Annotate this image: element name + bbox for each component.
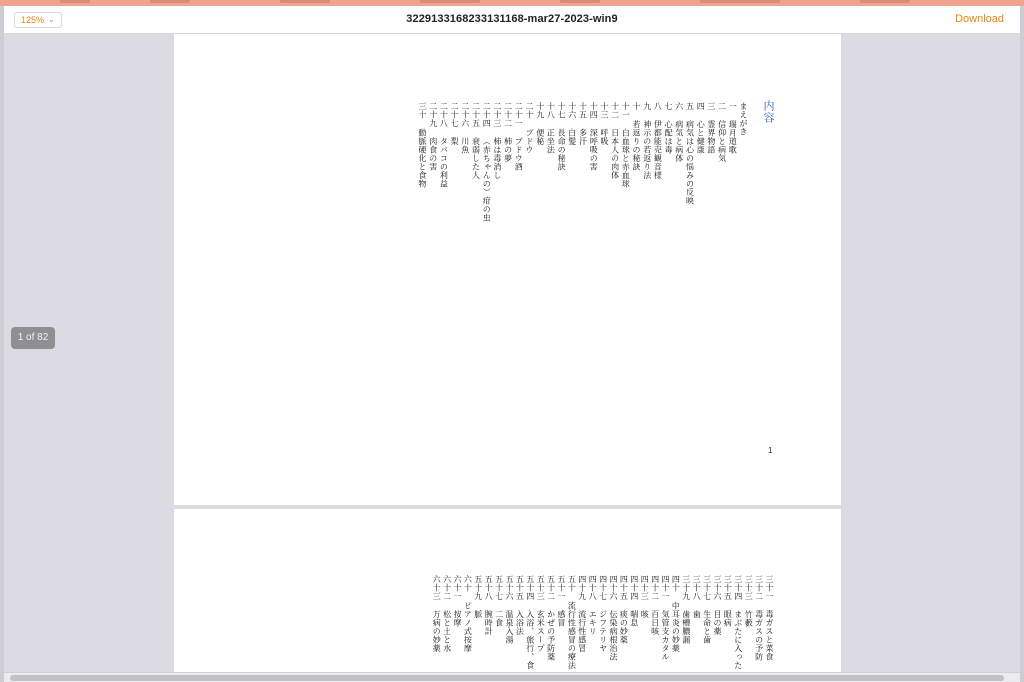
toc-entry: 二十三 柿は毒消し	[492, 102, 502, 180]
toc-entry: 二十七 梨	[450, 102, 460, 146]
toc-entry: 八 伊都能売観音様	[653, 102, 663, 180]
toc-entry: 四十一 気管支カタル	[661, 575, 670, 661]
toc-entry: 三十五 眼病	[723, 575, 733, 627]
toc-entry: 五 病気は心の悩みの反映	[685, 102, 695, 205]
toc-entry: 五十四 入浴、旅行、食	[525, 575, 535, 670]
toc-entry: 十二 日本人の肉体	[610, 102, 620, 180]
page-indicator: 1 of 82	[11, 327, 55, 349]
toc-entry: 十六 白髪	[567, 102, 577, 146]
scrollbar-thumb[interactable]	[10, 675, 1004, 681]
toc-entry: 四十七 ジフテリヤ	[598, 575, 608, 653]
toc-entry: 三十一 毒ガスと菜食	[765, 575, 774, 661]
toc-entry: 二十二 柿の夢	[503, 102, 513, 163]
toc-entry: 三十七 生命と歯	[702, 575, 712, 644]
toc-entry: 四十 中耳炎の妙薬	[671, 575, 681, 653]
toc-entry: 六十二 松と土と水	[442, 575, 452, 653]
toc-entry: 二十八 タバコの利益	[439, 102, 449, 188]
toc-entry: 三十三 竹藪	[744, 575, 754, 627]
toc-entry: 二 信仰と病気	[717, 102, 727, 163]
toc-entry: 六 病気と病体	[674, 102, 684, 163]
download-button[interactable]: Download	[955, 13, 1004, 25]
toc-entry: 二十 ブドウ	[525, 102, 534, 154]
toc-entry: 十 若返りの秘訣	[632, 102, 641, 171]
toc-entry: 五十五 入浴法	[515, 575, 525, 636]
window-right-border	[1020, 6, 1024, 682]
toc-entry: 五十九 脈	[473, 575, 483, 619]
toc-entry: 三十 動脈硬化と食物	[418, 102, 427, 188]
toc-entry: 四十八 エキリ	[588, 575, 598, 636]
horizontal-scrollbar[interactable]	[4, 672, 1020, 682]
toc-entry: 三十九 歯槽膿漏	[681, 575, 691, 644]
toc-entry: 四十九 流行性感冒	[577, 575, 587, 653]
toc-entry: 五十七 二食	[494, 575, 504, 627]
toc-entry: 十四 深呼吸の害	[589, 102, 599, 171]
toc-entry: 五十八 腕時計	[484, 575, 494, 636]
chevron-down-icon: ⌄	[48, 15, 55, 24]
pdf-page-2	[174, 509, 841, 672]
page-number: 1	[768, 446, 773, 455]
toc-entry: 四十六 伝染病根治法	[609, 575, 618, 661]
toc-entry: 三十四 まぶたに入った	[733, 575, 743, 670]
toc-entry: 十三 呼吸	[599, 102, 609, 146]
zoom-value: 125%	[21, 15, 45, 25]
toc-entry: 十九 便秘	[535, 102, 545, 146]
toc-heading: 内容	[762, 100, 775, 124]
toc-entry: 三 霊界物語	[706, 102, 716, 154]
toc-entry: 七 心配は毒	[664, 102, 674, 154]
toc-entry: 五十六 温泉入湯	[505, 575, 514, 644]
pdf-page-1	[174, 34, 841, 505]
toc-entry: 四 心と健康	[696, 102, 706, 154]
toc-entry: まえがき	[739, 102, 748, 136]
toc-entry: 六十 ピアノ式按摩	[463, 575, 473, 653]
toc-entry: 五十一 感冒	[557, 575, 566, 627]
toc-entry: 一 瑞月道歌	[728, 102, 738, 154]
toc-entry: 三十二 毒ガスの予防	[754, 575, 764, 661]
toc-entry: 四十四 喘息	[629, 575, 639, 627]
document-viewer[interactable]	[4, 34, 1020, 672]
document-title: 3229133168233131168-mar27-2023-win9	[406, 13, 618, 25]
toc-entry: 五十 流行性感冒の療法	[567, 575, 577, 670]
toc-entry: 四十二 百日咳	[650, 575, 660, 636]
toc-entry: 二十六 川魚	[460, 102, 470, 154]
viewer-toolbar	[4, 6, 1020, 34]
toc-entry: 二十五 衰弱した人	[471, 102, 481, 180]
toc-entry: 十七 長命の秘訣	[557, 102, 567, 171]
toc-entry: 十五 多汗	[578, 102, 588, 146]
toc-entry: 四十五 痰の妙薬	[619, 575, 629, 644]
toc-entry: 五十三 玄米スープ	[536, 575, 546, 653]
toc-entry: 二十一 ブドウ酒	[514, 102, 524, 171]
toc-entry: 六十一 按摩	[453, 575, 462, 627]
toc-entry: 二十四 （赤ちゃんの）疳の虫	[482, 102, 492, 222]
toc-entry: 三十八 歯	[692, 575, 702, 619]
toc-entry: 六十三 万病の妙薬	[432, 575, 442, 653]
toc-entry: 五十二 かぜの予防薬	[546, 575, 556, 661]
toc-entry: 十八 正坐法	[546, 102, 556, 154]
toc-entry: 三十六 目の薬	[713, 575, 722, 636]
toc-entry: 九 神示の若返り法	[642, 102, 652, 180]
toc-entry: 二十九 肉食の害	[428, 102, 438, 171]
toc-entry: 四十三 咳	[640, 575, 650, 619]
toc-entry: 十一 白血球と赤血球	[621, 102, 631, 188]
